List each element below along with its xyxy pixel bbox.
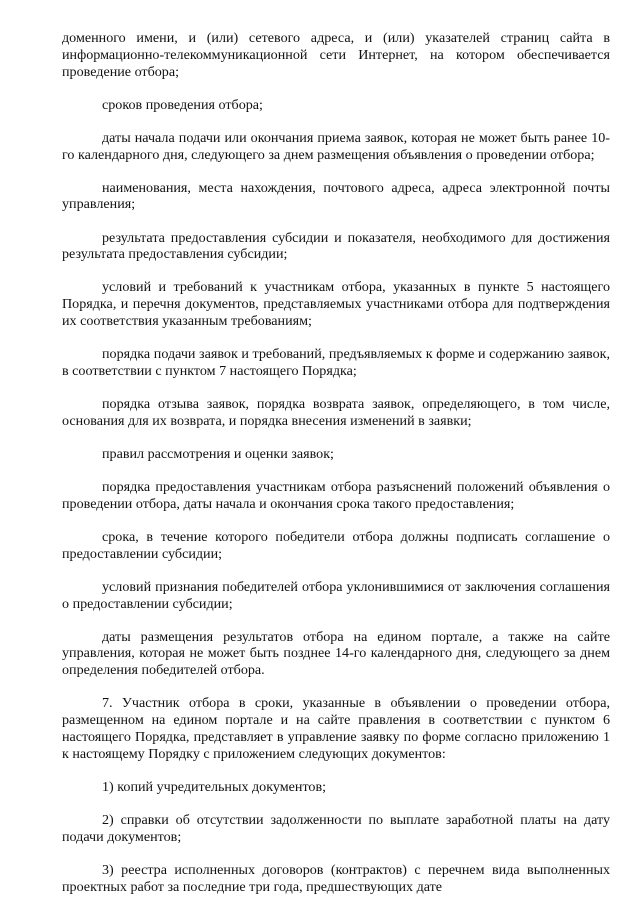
paragraph-evasion-conditions: условий признания победителей отбора уклонившимися от заключения соглашения о предоставлении субсидии; bbox=[62, 578, 610, 612]
document-page bbox=[62, 30, 610, 912]
paragraph-item-1: 1) копий учредительных документов; bbox=[102, 778, 327, 795]
paragraph-participant-requirements: условий и требований к участникам отбора, указанных в пункте 5 настоящего Порядка, и перечня документов, представляемых участниками отбора для подтверждения их соответствия указанным требованиям; bbox=[62, 279, 610, 330]
paragraph-application-withdrawal: порядка отзыва заявок, порядка возврата заявок, определяющего, в том числе, основания для их возврата, и порядка внесения изменений в заявки; bbox=[62, 396, 610, 429]
paragraph-item-3: 3) реестра исполненных договоров (контрактов) с перечнем вида выполненных проектных работ за последние три года, предшествующих дате bbox=[62, 861, 610, 895]
paragraph-application-submission: порядка подачи заявок и требований, предъявляемых к форме и содержанию заявок, в соответствии с пунктом 7 настоящего Порядка; bbox=[62, 346, 610, 379]
paragraph-subsidy-result: результата предоставления субсидии и показателя, необходимого для достижения результата предоставления субсидии; bbox=[62, 229, 610, 263]
paragraph-review-rules: правил рассмотрения и оценки заявок; bbox=[102, 445, 334, 462]
paragraph-results-publication: даты размещения результатов отбора на едином портале, а также на сайте управления, которая не может быть позднее 14-го календарного дня, следующего за днем определения победителей отбора. bbox=[62, 628, 610, 679]
paragraph-item-2: 2) справки об отсутствии задолженности по выплате заработной платы на дату подачи документов; bbox=[62, 811, 610, 845]
paragraph-selection-terms: сроков проведения отбора; bbox=[102, 96, 263, 113]
paragraph-section-7: 7. Участник отбора в сроки, указанные в объявлении о проведении отбора, размещенном на едином портале и на сайте правления в соответствии с пунктом 6 настоящего Порядка, представляет в управление заявку по форме согласно приложению 1 к настоящему Порядку с приложением следующих документов: bbox=[62, 695, 610, 762]
paragraph-application-dates: даты начала подачи или окончания приема заявок, которая не может быть ранее 10-го календарного дня, следующего за днем размещения объявления о проведении отбора; bbox=[62, 129, 610, 163]
paragraph-department-contacts: наименования, места нахождения, почтового адреса, адреса электронной почты управления; bbox=[62, 179, 610, 213]
paragraph-clarifications: порядка предоставления участникам отбора разъяснений положений объявления о проведении отбора, даты начала и окончания срока такого предоставления; bbox=[62, 479, 610, 512]
paragraph-agreement-signing: срока, в течение которого победители отбора должны подписать соглашение о предоставлении субсидии; bbox=[62, 528, 610, 562]
paragraph-domain-name: доменного имени, и (или) сетевого адреса, и (или) указателей страниц сайта в информационно-телекоммуникационной сети Интернет, на котором обеспечивается проведение отбора; bbox=[62, 30, 610, 80]
